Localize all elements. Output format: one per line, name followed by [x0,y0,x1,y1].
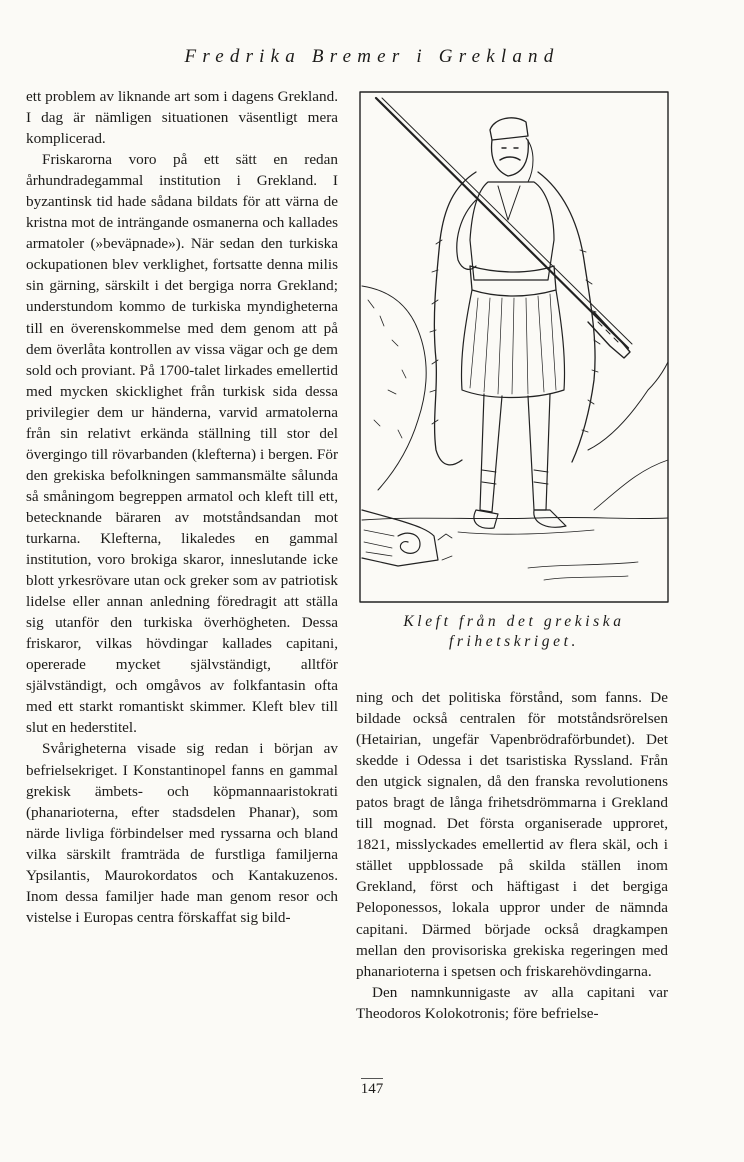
left-shoe [474,510,498,528]
right-leg [528,394,550,510]
paragraph: Friskarorna voro på ett sätt en redan århundradegammal institution i Grekland. I byzantinsk tid hade sådana bildats för att värna de kristna mot de inträngande osmanerna och kallades armatoler (»beväpnade»). När sedan den turkiska ockupationen blev verklighet, fortsatte denna milis sin gärning, särskilt i det bergiga norra Grekland; understundom kommo de turkiska myndigheterna till en överenskommelse med dem genom att på dem överlåta kontrollen av vissa vägar och ge dem sold och proviant. På 1700-talet lirkades emellertid med mycken skicklighet från turkisk sida dessa privilegier dem ur händerna, varvid armatolerna från sin relativt erkända ställning till stor del övergingo till rövarbanden (klefterna) i bergen. För den grekiska befolkningen sammansmälte sålunda så småningom begreppen armatol och kleft till ett, betecknande bäraren av motståndsandan mot turkarna. Klefterna, likaledes en gammal institution, voro brokiga skaror, inneslutande icke blott yrkesrövare utan ock greker som av patriotisk lidelse eller annan anledning föredragit att ställa sig utanför den turkiska överhögheten. Dessa friskaror, vilkas hövdingar kallades capitani, opererade mycket självständigt, alltför självständigt, och omgåvos av folkfantasin ofta med ett starkt romantiskt skimmer. Kleft blev till slut en hederstitel. [26,151,338,737]
sash [470,266,556,296]
figure-caption: Kleft från det grekiska frihetskriget. [403,613,625,650]
fur-cloak [434,172,476,465]
rock-outline [362,286,426,490]
paragraph: ett problem av liknande art som i dagens Grekland. I dag är nämligen situationen väsentligt mera komplicerad. [26,88,338,148]
right-text-column [356,687,668,1024]
kleft-drawing [358,90,670,604]
left-text-column [26,86,338,928]
page-number [0,1078,744,1098]
left-leg [480,394,502,512]
page-number-label: 147 [361,1078,384,1098]
illustration-frame [360,92,668,602]
paragraph: ning och det politiska förstånd, som fanns. De bildade också centralen för motståndsrörelsen (Hetairian, ungefär Vapenbrödraförbundet). Det skedde i Odessa i det tsaristiska Ryssland. Från den utgick signalen, då den franska revolutionens patos bragt de långa frihetsdrömmarna i Grekland till mognad. Det första organiserade upproret, 1821, misslyckades emellertid av flera skäl, och i stället uppblossade på skilda ställen inom Grekland, först och häftigast i det bergiga Peloponessos, lokala uppror under de nämnda capitani. Därmed började också dragkampen mellan den provisoriska grekiska regeringen med phanarioterna i spetsen och friskarehövdingarna. [356,689,668,980]
paragraph: Den namnkunnigaste av alla capitani var Theodoros Kolokotronis; före befrielse- [356,983,668,1022]
face [492,140,529,176]
paragraph: Svårigheterna visade sig redan i början av befrielsekriget. I Konstantinopel fanns en gammal grekisk ämbets- och köpmannaaristokrati (phanarioterna, efter stadsdelen Phanar), som närde livliga förbindelser med ryssarna och bland vilka särskilt framträda de furstliga familjerna Ypsilantis, Maurokordatos och Kantakuzenos. Inom dessa familjer hade man genom resor och vistelse i Europas centra förskaffat sig bild- [26,740,338,926]
kleft-illustration [358,90,670,604]
cap [490,118,528,140]
right-shoe [534,510,566,527]
running-title: Fredrika Bremer i Grekland [184,46,560,67]
moustache [500,157,520,160]
